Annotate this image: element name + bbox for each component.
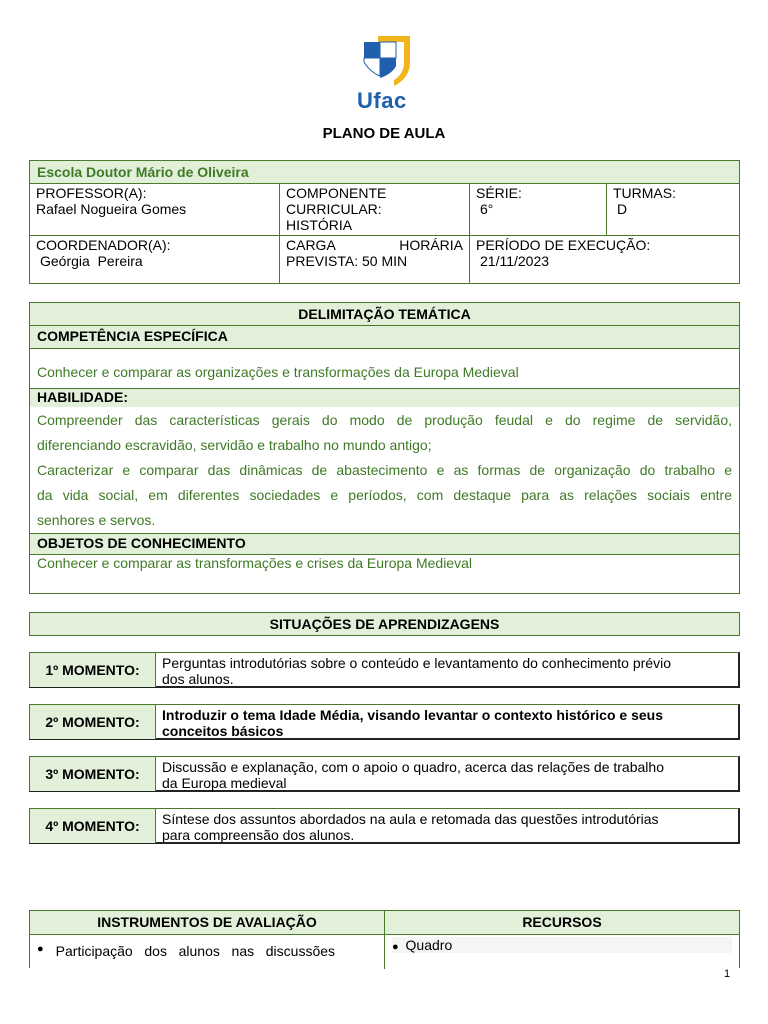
competencia-text: Conhecer e comparar as organizações e transformações da Europa Medieval xyxy=(37,364,519,380)
delimitacao-header: DELIMITAÇÃO TEMÁTICA xyxy=(30,303,739,325)
avaliacao-table xyxy=(29,910,740,968)
serie-label: SÉRIE: xyxy=(476,185,522,201)
componente-label: COMPONENTE xyxy=(286,185,387,201)
ufac-logo-text: Ufac xyxy=(357,88,407,113)
coordenador-label: COORDENADOR(A): xyxy=(36,237,171,253)
coordenador-name: Geórgia Pereira xyxy=(40,253,143,269)
instrumentos-item: ● Participação dos alunos nas discussões xyxy=(37,943,336,959)
momento-4 xyxy=(29,808,740,844)
page-title: PLANO DE AULA xyxy=(322,125,446,142)
momento-1 xyxy=(29,652,740,688)
periodo-label: PERÍODO DE EXECUÇÃO: xyxy=(476,237,651,253)
momento-label: 1º MOMENTO: xyxy=(30,653,155,687)
page-number: 1 xyxy=(724,968,731,980)
carga-label-2: HORÁRIA xyxy=(399,237,463,253)
serie-value: 6° xyxy=(480,201,494,217)
professor-label: PROFESSOR(A): xyxy=(36,185,147,201)
bullet-icon: ● xyxy=(392,941,399,953)
situacoes-header: SITUAÇÕES DE APRENDIZAGENS xyxy=(29,612,740,636)
recursos-item: ● Quadro xyxy=(392,937,732,953)
carga-label: CARGA xyxy=(286,237,336,253)
objetos-text: Conhecer e comparar as transformações e crises da Europa Medieval xyxy=(37,555,472,571)
professor-name: Rafael Nogueira Gomes xyxy=(36,201,187,217)
momento-label: 4º MOMENTO: xyxy=(30,809,155,843)
momento-text: Introduzir o tema Idade Média, visando levantar o contexto histórico e seus conceitos básicos xyxy=(162,707,663,739)
instrumentos-header: INSTRUMENTOS DE AVALIAÇÃO xyxy=(30,911,384,934)
info-table xyxy=(29,160,740,284)
delimitacao-table xyxy=(29,302,740,594)
momento-text: Discussão e explanação, com o apoio o quadro, acerca das relações de trabalho da Europa medieval xyxy=(162,759,664,791)
recursos-header: RECURSOS xyxy=(385,911,739,934)
componente-label-2: CURRICULAR: xyxy=(286,201,382,217)
momento-label: 2º MOMENTO: xyxy=(30,705,155,739)
ufac-logo xyxy=(352,32,418,112)
momento-text: Síntese dos assuntos abordados na aula e retomada das questões introdutórias para compreensão dos alunos. xyxy=(162,811,659,843)
turmas-value: D xyxy=(617,201,628,217)
school-name: Escola Doutor Mário de Oliveira xyxy=(30,161,739,183)
carga-value: PREVISTA: 50 MIN xyxy=(286,253,408,269)
momento-2 xyxy=(29,704,740,740)
bullet-icon: ● xyxy=(37,943,44,955)
componente-value: HISTÓRIA xyxy=(286,217,353,233)
habilidade-label: HABILIDADE: xyxy=(30,389,739,407)
momento-text: Perguntas introdutórias sobre o conteúdo e levantamento do conhecimento prévio dos alunos. xyxy=(162,655,671,687)
ufac-shield-icon xyxy=(352,32,418,88)
periodo-value: 21/11/2023 xyxy=(480,253,550,269)
turmas-label: TURMAS: xyxy=(613,185,676,201)
momento-label: 3º MOMENTO: xyxy=(30,757,155,791)
momento-3 xyxy=(29,756,740,792)
competencia-label: COMPETÊNCIA ESPECÍFICA xyxy=(30,326,739,348)
habilidade-text: Compreender das características gerais do modo de produção feudal e do regime de servidão, diferenciando escravidão, servidão e trabalho no mundo antigo; Caracterizar e comparar das dinâmicas de abastecimento e as formas de organização do trabalho e da vida social, em diferentes sociedades e períodos, com destaque para as relações sociais entre senhores e servos. xyxy=(37,412,732,528)
objetos-label: OBJETOS DE CONHECIMENTO xyxy=(30,534,739,554)
